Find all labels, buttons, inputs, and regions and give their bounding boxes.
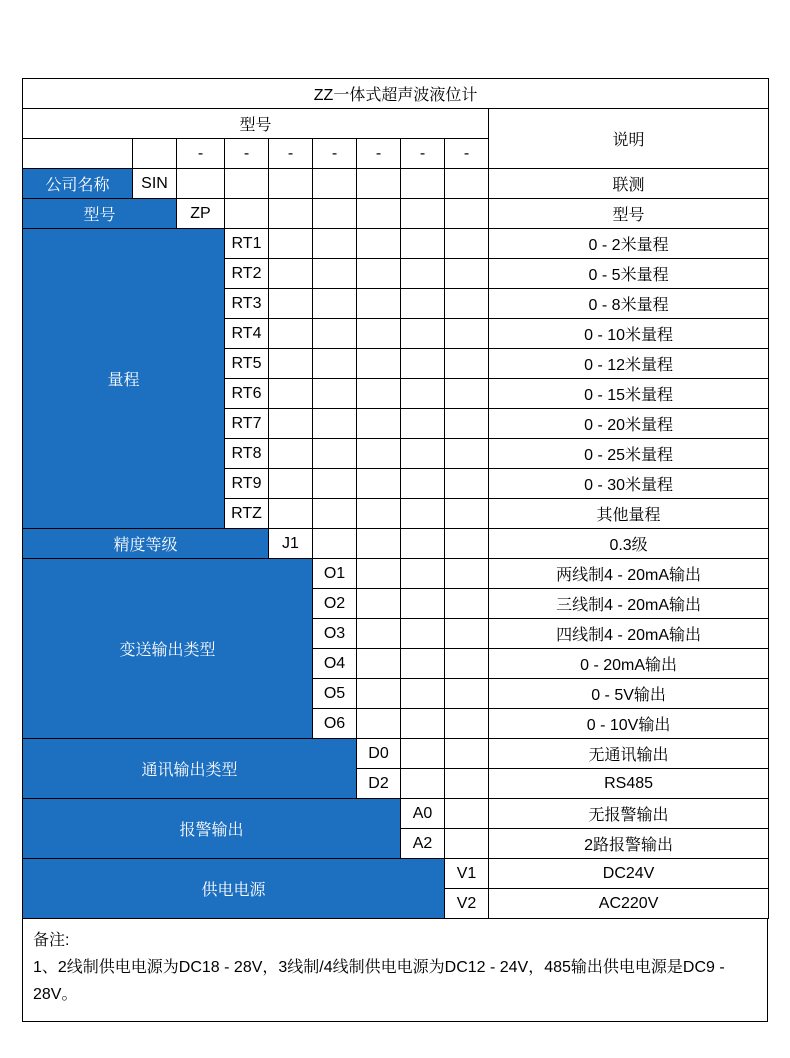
description-cell: 三线制4 - 20mA输出 (489, 589, 769, 619)
empty-cell (357, 649, 401, 679)
empty-cell (313, 199, 357, 229)
description-cell: 无报警输出 (489, 799, 769, 829)
empty-cell (401, 439, 445, 469)
empty-cell (313, 229, 357, 259)
empty-cell (313, 289, 357, 319)
description-cell: 0 - 30米量程 (489, 469, 769, 499)
description-cell: 0 - 10V输出 (489, 709, 769, 739)
empty-cell (357, 439, 401, 469)
model-code-cell: O2 (313, 589, 357, 619)
model-code-cell: D2 (357, 769, 401, 799)
empty-cell (401, 229, 445, 259)
dash-cell-6: - (357, 139, 401, 169)
description-cell: RS485 (489, 769, 769, 799)
description-cell: 0 - 15米量程 (489, 379, 769, 409)
dash-cell-0 (23, 139, 133, 169)
dash-cell-8: - (445, 139, 489, 169)
model-code-cell: RT2 (225, 259, 269, 289)
model-code-cell: RT3 (225, 289, 269, 319)
model-code-cell: SIN (133, 169, 177, 199)
empty-cell (445, 319, 489, 349)
model-code-cell: A2 (401, 829, 445, 859)
empty-cell (225, 199, 269, 229)
description-cell: AC220V (489, 889, 769, 919)
table-row (23, 529, 769, 559)
empty-cell (401, 739, 445, 769)
empty-cell (357, 319, 401, 349)
description-cell: 两线制4 - 20mA输出 (489, 559, 769, 589)
group-label: 通讯输出类型 (23, 739, 357, 799)
empty-cell (269, 289, 313, 319)
empty-cell (445, 289, 489, 319)
model-code-cell: ZP (177, 199, 225, 229)
empty-cell (401, 499, 445, 529)
model-code-cell: O6 (313, 709, 357, 739)
empty-cell (357, 709, 401, 739)
empty-cell (401, 319, 445, 349)
model-code-cell: RTZ (225, 499, 269, 529)
remarks-heading: 备注: (33, 932, 70, 949)
empty-cell (269, 199, 313, 229)
empty-cell (313, 349, 357, 379)
empty-cell (269, 469, 313, 499)
group-label: 供电电源 (23, 859, 445, 919)
empty-cell (357, 289, 401, 319)
empty-cell (445, 259, 489, 289)
empty-cell (313, 499, 357, 529)
empty-cell (401, 559, 445, 589)
dash-cell-2: - (177, 139, 225, 169)
empty-cell (445, 799, 489, 829)
empty-cell (401, 469, 445, 499)
model-code-cell: O5 (313, 679, 357, 709)
empty-cell (357, 589, 401, 619)
empty-cell (357, 199, 401, 229)
empty-cell (445, 829, 489, 859)
description-cell: 0 - 2米量程 (489, 229, 769, 259)
description-cell: 0 - 5米量程 (489, 259, 769, 289)
table-row (23, 229, 769, 259)
table-title: ZZ一体式超声波液位计 (23, 79, 769, 109)
empty-cell (357, 559, 401, 589)
empty-cell (313, 439, 357, 469)
empty-cell (313, 529, 357, 559)
empty-cell (401, 349, 445, 379)
empty-cell (401, 649, 445, 679)
empty-cell (401, 379, 445, 409)
empty-cell (401, 169, 445, 199)
empty-cell (445, 499, 489, 529)
table-row (23, 739, 769, 769)
empty-cell (445, 619, 489, 649)
empty-cell (445, 469, 489, 499)
description-cell: 0 - 20mA输出 (489, 649, 769, 679)
empty-cell (401, 709, 445, 739)
empty-cell (445, 529, 489, 559)
empty-cell (269, 379, 313, 409)
description-cell: 联测 (489, 169, 769, 199)
empty-cell (177, 169, 225, 199)
empty-cell (269, 499, 313, 529)
table-row (23, 799, 769, 829)
empty-cell (445, 589, 489, 619)
empty-cell (401, 289, 445, 319)
model-code-cell: V1 (445, 859, 489, 889)
group-label: 量程 (23, 229, 225, 529)
empty-cell (445, 199, 489, 229)
model-code-cell: O3 (313, 619, 357, 649)
empty-cell (445, 709, 489, 739)
empty-cell (313, 469, 357, 499)
description-cell: 2路报警输出 (489, 829, 769, 859)
empty-cell (445, 739, 489, 769)
model-code-cell: RT1 (225, 229, 269, 259)
description-cell: 其他量程 (489, 499, 769, 529)
empty-cell (313, 409, 357, 439)
empty-cell (401, 199, 445, 229)
empty-cell (445, 349, 489, 379)
model-code-cell: RT8 (225, 439, 269, 469)
empty-cell (445, 169, 489, 199)
empty-cell (445, 439, 489, 469)
group-label: 型号 (23, 199, 177, 229)
empty-cell (445, 409, 489, 439)
description-cell: 0 - 10米量程 (489, 319, 769, 349)
empty-cell (445, 559, 489, 589)
table-header-row (23, 109, 769, 139)
description-header: 说明 (489, 109, 769, 169)
dash-cell-1 (133, 139, 177, 169)
empty-cell (313, 259, 357, 289)
empty-cell (357, 499, 401, 529)
empty-cell (269, 169, 313, 199)
empty-cell (357, 679, 401, 709)
empty-cell (357, 259, 401, 289)
dash-cell-3: - (225, 139, 269, 169)
empty-cell (357, 619, 401, 649)
model-code-cell: O4 (313, 649, 357, 679)
empty-cell (313, 319, 357, 349)
dash-cell-5: - (313, 139, 357, 169)
model-code-cell: RT7 (225, 409, 269, 439)
empty-cell (357, 529, 401, 559)
empty-cell (357, 469, 401, 499)
empty-cell (401, 409, 445, 439)
empty-cell (269, 439, 313, 469)
description-cell: 型号 (489, 199, 769, 229)
empty-cell (445, 679, 489, 709)
table-row (23, 169, 769, 199)
group-label: 公司名称 (23, 169, 133, 199)
empty-cell (357, 409, 401, 439)
empty-cell (357, 379, 401, 409)
empty-cell (401, 589, 445, 619)
model-code-cell: RT6 (225, 379, 269, 409)
empty-cell (401, 679, 445, 709)
description-cell: 0 - 25米量程 (489, 439, 769, 469)
empty-cell (357, 229, 401, 259)
dash-cell-7: - (401, 139, 445, 169)
empty-cell (225, 169, 269, 199)
dash-cell-4: - (269, 139, 313, 169)
model-code-cell: V2 (445, 889, 489, 919)
empty-cell (357, 349, 401, 379)
model-code-cell: D0 (357, 739, 401, 769)
empty-cell (269, 409, 313, 439)
empty-cell (313, 379, 357, 409)
model-code-cell: O1 (313, 559, 357, 589)
model-code-cell: J1 (269, 529, 313, 559)
empty-cell (445, 229, 489, 259)
empty-cell (401, 619, 445, 649)
description-cell: 0.3级 (489, 529, 769, 559)
empty-cell (445, 379, 489, 409)
empty-cell (445, 649, 489, 679)
model-code-cell: A0 (401, 799, 445, 829)
table-row (23, 559, 769, 589)
group-label: 精度等级 (23, 529, 269, 559)
empty-cell (401, 529, 445, 559)
empty-cell (269, 349, 313, 379)
model-header: 型号 (23, 109, 489, 139)
description-cell: 四线制4 - 20mA输出 (489, 619, 769, 649)
group-label: 报警输出 (23, 799, 401, 859)
description-cell: 0 - 20米量程 (489, 409, 769, 439)
empty-cell (269, 229, 313, 259)
table-row (23, 859, 769, 889)
empty-cell (401, 769, 445, 799)
group-label: 变送输出类型 (23, 559, 313, 739)
table-row (23, 199, 769, 229)
empty-cell (269, 259, 313, 289)
description-cell: 0 - 12米量程 (489, 349, 769, 379)
model-code-cell: RT5 (225, 349, 269, 379)
empty-cell (445, 769, 489, 799)
description-cell: 0 - 5V输出 (489, 679, 769, 709)
empty-cell (401, 259, 445, 289)
empty-cell (269, 319, 313, 349)
empty-cell (357, 169, 401, 199)
product-model-table (22, 78, 769, 919)
remarks-line-1: 1、2线制供电电源为DC18 - 28V，3线制/4线制供电电源为DC12 - 24V，485输出供电电源是DC9 - 28V。 (33, 959, 725, 1004)
description-cell: 无通讯输出 (489, 739, 769, 769)
remarks-block (22, 919, 768, 1022)
model-code-cell: RT9 (225, 469, 269, 499)
model-code-cell: RT4 (225, 319, 269, 349)
description-cell: 0 - 8米量程 (489, 289, 769, 319)
table-title-row (23, 79, 769, 109)
description-cell: DC24V (489, 859, 769, 889)
empty-cell (313, 169, 357, 199)
